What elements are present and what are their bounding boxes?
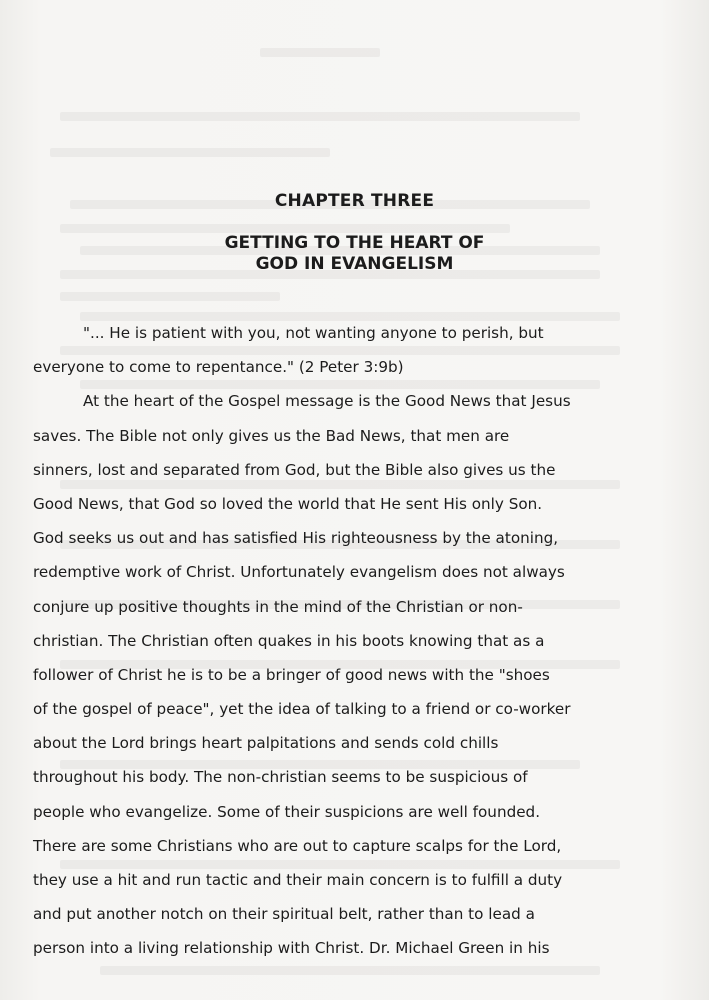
chapter-heading: CHAPTER THREE <box>274 191 435 211</box>
body-text <box>33 316 633 966</box>
paragraph-line: There are some Christians who are out to capture scalps for the Lord, <box>33 836 562 855</box>
paragraph-line: they use a hit and run tactic and their main concern is to fulfill a duty <box>33 871 563 889</box>
paragraph-line: Good News, that God so loved the world that He sent His only Son. <box>33 494 543 513</box>
paragraph-line: throughout his body. The non-christian seems to be suspicious of <box>33 768 528 787</box>
paragraph-line: people who evangelize. Some of their suspicions are well founded. <box>33 802 541 821</box>
scripture-quote-line: everyone to come to repentance." (2 Peter 3:9b) <box>33 358 404 377</box>
paragraph-line: conjure up positive thoughts in the mind of the Christian or non- <box>33 597 523 616</box>
paragraph-line: sinners, lost and separated from God, but the Bible also gives us the <box>33 460 556 479</box>
bleed-through-mark <box>50 148 330 157</box>
paragraph-line: follower of Christ he is to be a bringer of good news with the "shoes <box>33 665 550 684</box>
paragraph-line: God seeks us out and has satisfied His righteousness by the atoning, <box>33 529 559 548</box>
chapter-title-line-2: GOD IN EVANGELISM <box>255 254 454 274</box>
paragraph-line: At the heart of the Gospel message is the Good News that Jesus <box>83 392 571 411</box>
paragraph-line: christian. The Christian often quakes in his boots knowing that as a <box>33 631 545 650</box>
paragraph-line: redemptive work of Christ. Unfortunately evangelism does not always <box>33 563 565 582</box>
paragraph-line: saves. The Bible not only gives us the Bad News, that men are <box>33 426 510 445</box>
bleed-through-mark <box>60 292 280 301</box>
chapter-title <box>0 233 709 275</box>
bleed-through-mark <box>100 966 600 975</box>
bleed-through-mark <box>60 112 580 121</box>
bleed-through-mark <box>260 48 380 57</box>
paragraph-line: person into a living relationship with Christ. Dr. Michael Green in his <box>33 939 550 958</box>
bleed-through-mark <box>60 224 510 233</box>
chapter-title-line-1: GETTING TO THE HEART OF <box>224 233 485 253</box>
paragraph-line: of the gospel of peace", yet the idea of talking to a friend or co-worker <box>33 700 571 719</box>
paragraph-line: about the Lord brings heart palpitations and sends cold chills <box>33 734 499 753</box>
paragraph-line: and put another notch on their spiritual belt, rather than to lead a <box>33 905 535 924</box>
scripture-quote-line: "... He is patient with you, not wanting anyone to perish, but <box>83 324 544 342</box>
